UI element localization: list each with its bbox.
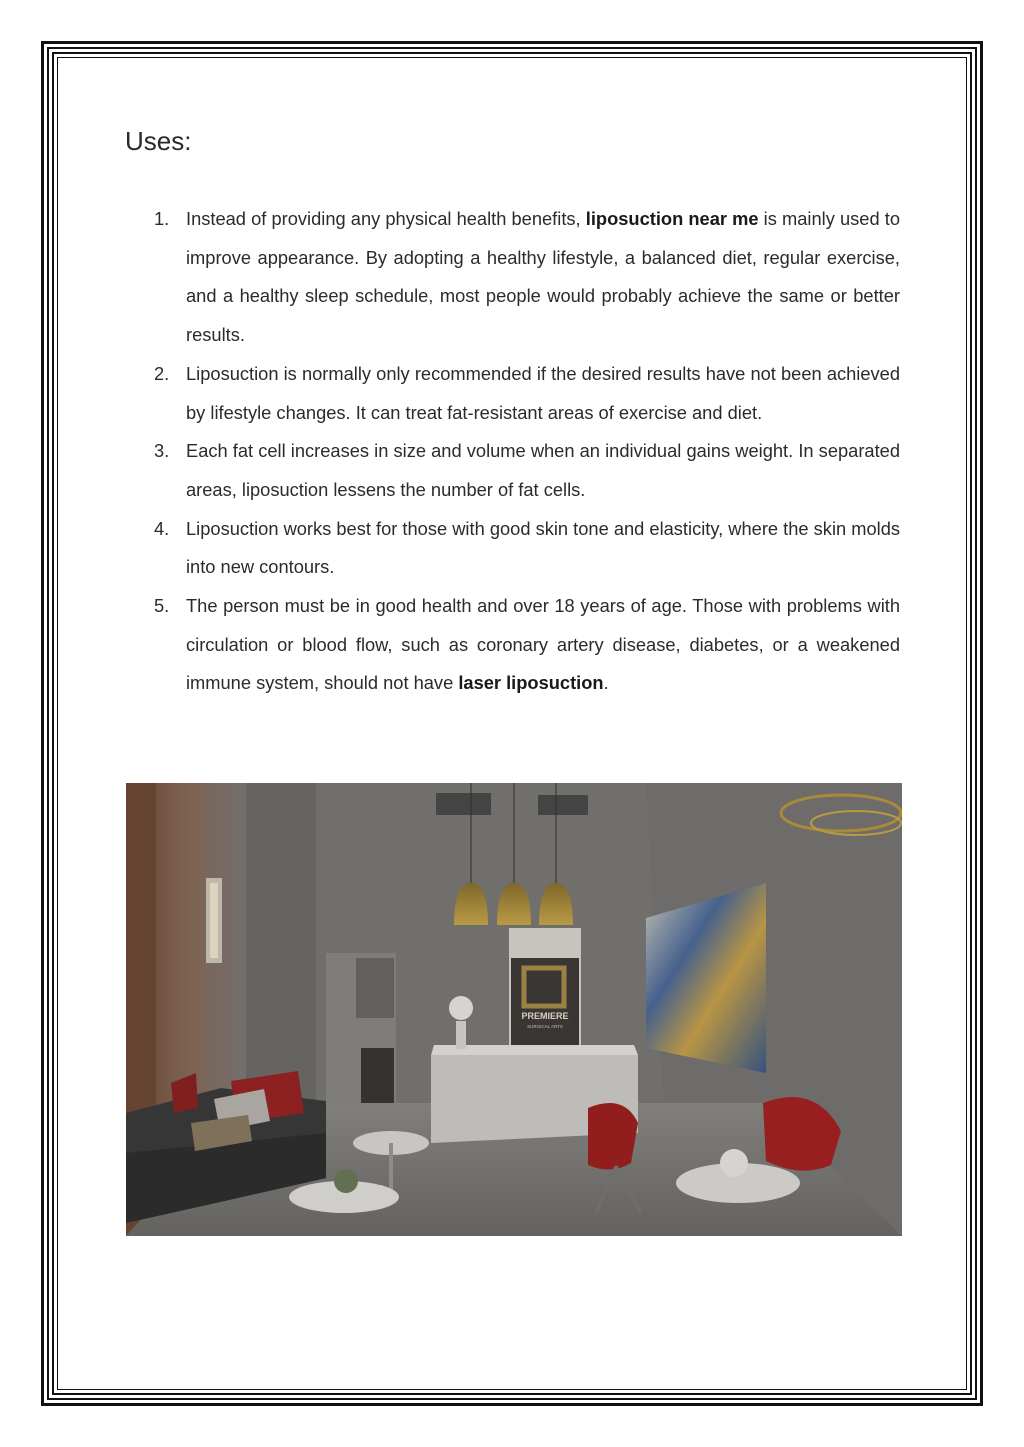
list-item-number: 3. xyxy=(154,440,170,462)
list-item xyxy=(150,432,900,509)
list-item-number: 5. xyxy=(154,595,170,617)
logo-subtext: SURGICAL ARTS xyxy=(527,1024,563,1029)
list-item-text: The person must be in good health and over 18 years of age. Those with problems with circulation or blood flow, such as coronary artery disease, diabetes, or a weakened immune system, should not have xyxy=(186,595,900,694)
list-item xyxy=(150,510,900,587)
list-item xyxy=(150,200,900,355)
list-item-text: Liposuction works best for those with good skin tone and elasticity, where the skin molds into new contours. xyxy=(186,517,901,578)
keyword-link: liposuction near me xyxy=(585,208,759,229)
uses-list xyxy=(150,200,900,703)
list-item xyxy=(150,355,900,432)
list-item-number: 4. xyxy=(154,517,170,539)
logo-text: PREMIERE xyxy=(521,1011,569,1021)
list-item-text: Each fat cell increases in size and volume when an individual gains weight. In separated areas, liposuction lessens the number of fat cells. xyxy=(186,440,900,500)
list-item xyxy=(150,587,900,703)
list-item-text: Instead of providing any physical health benefits, xyxy=(186,208,586,229)
list-item-number: 1. xyxy=(154,208,170,229)
clinic-lobby-photo xyxy=(126,783,902,1236)
keyword-link: laser liposuction xyxy=(458,672,604,694)
list-item-text: Liposuction is normally only recommended if the desired results have not been achieved by lifestyle changes. It can treat fat-resistant areas of exercise and diet. xyxy=(186,362,900,423)
list-item-number: 2. xyxy=(154,362,170,384)
list-item-text-end: is mainly used to improve appearance. By adopting a healthy lifestyle, a balanced diet, regular exercise, and a healthy sleep schedule, most people would probably achieve the same or better results. xyxy=(186,208,900,346)
list-item-text-end: . xyxy=(603,672,609,694)
section-heading: Uses: xyxy=(125,126,192,156)
